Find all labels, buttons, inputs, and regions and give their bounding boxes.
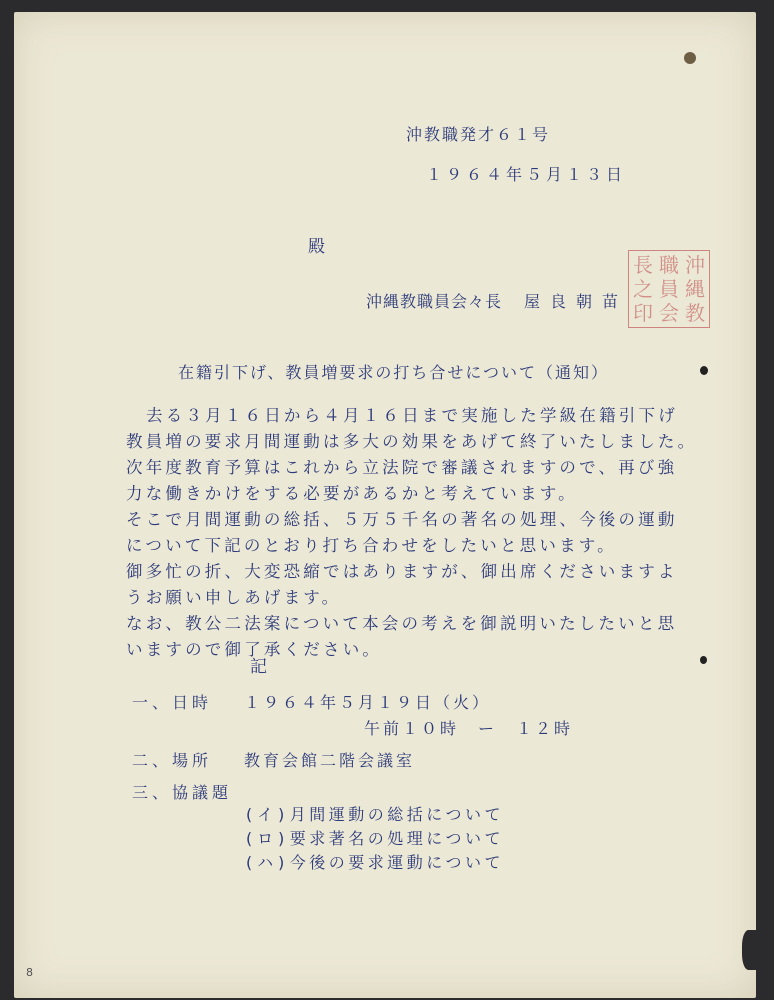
item-value-place: 教育会館二階会議室: [244, 751, 416, 770]
item-label-agenda: 三、協議題: [132, 783, 233, 802]
body-line: うお願い申しあげます。: [126, 588, 342, 607]
item-label-datetime: 一、日時: [132, 693, 213, 712]
ink-spot: [700, 366, 708, 375]
seal-char: 之: [633, 277, 653, 301]
ink-spot: [700, 656, 707, 664]
body-line: そこで月間運動の総括、５万５千名の著名の処理、今後の運動: [126, 510, 678, 529]
ki-heading: 記: [250, 657, 268, 677]
body-line: 次年度教育予算はこれから立法院で審議されますので、再び強: [126, 458, 678, 477]
body-line: 力な働きかけをする必要があるかと考えています。: [126, 484, 578, 503]
sender-title: 沖縄教職員会々長: [366, 292, 503, 311]
body-line: いますので御了承ください。: [126, 640, 383, 659]
seal-char: 教: [685, 301, 705, 325]
body-line: 去る３月１６日から４月１６日まで実施した学級在籍引下げ: [146, 406, 678, 425]
item-value-datetime: １９６４年５月１９日（火）: [244, 693, 492, 712]
seal-char: 縄: [685, 277, 705, 301]
page-mark: 8: [26, 966, 33, 979]
body-line: について下記のとおり打ち合わせをしたいと思います。: [126, 536, 617, 555]
seal-char: 長: [633, 253, 653, 277]
seal-char: 員: [659, 277, 679, 301]
agenda-item: (ハ)今後の要求運動について: [244, 853, 504, 872]
body-line: なお、教公二法案について本会の考えを御説明いたしたいと思: [126, 614, 678, 633]
seal-char: 職: [659, 253, 679, 277]
body-line: 教員増の要求月間運動は多大の効果をあげて終了いたしました。: [126, 432, 698, 451]
item-label-place: 二、場所: [132, 751, 213, 770]
sender: [366, 289, 628, 312]
agenda-item: (ロ)要求著名の処理について: [244, 829, 504, 848]
letter-date: １９６４年５月１３日: [426, 165, 627, 184]
seal-char: 会: [659, 301, 679, 325]
addressee: 殿: [308, 237, 326, 257]
letter-subject: 在籍引下げ、教員増要求の打ち合せについて（通知）: [178, 363, 610, 382]
body-line: 御多忙の折、大変恐縮ではありますが、御出席くださいますよ: [126, 562, 678, 581]
edge-tear: [742, 930, 758, 970]
official-seal: [628, 250, 710, 328]
sender-name: 屋良朝苗: [524, 292, 629, 311]
agenda-item: (イ)月間運動の総括について: [244, 805, 504, 824]
seal-char: 印: [633, 301, 653, 325]
item-value-time: 午前１０時 ー １２時: [364, 719, 574, 738]
seal-char: 沖: [685, 253, 705, 277]
ink-spot: [684, 52, 696, 64]
reference-number: 沖教職発才６１号: [406, 125, 551, 144]
